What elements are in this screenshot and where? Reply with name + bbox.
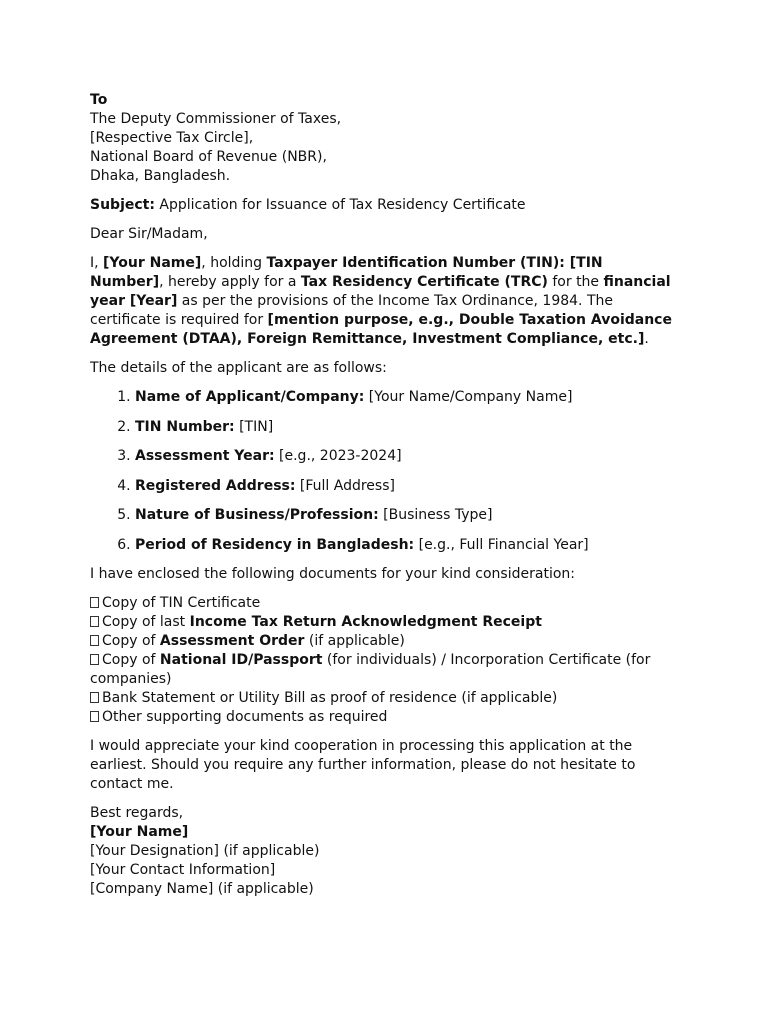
checkbox-icon — [90, 635, 99, 646]
document-text: Other supporting documents as required — [102, 708, 388, 725]
recipient-line-2: [Respective Tax Circle], — [90, 130, 254, 146]
checkbox-icon — [90, 692, 99, 703]
list-item — [135, 388, 680, 407]
detail-label: Period of Residency in Bangladesh: — [135, 536, 415, 553]
list-item — [135, 477, 680, 496]
intro-bold-trc: Tax Residency Certificate (TRC) — [300, 274, 548, 290]
signature-block — [90, 804, 680, 899]
intro-text-6: . — [644, 331, 649, 347]
document-text: Copy of — [102, 651, 160, 668]
checkbox-icon — [90, 616, 99, 627]
signature-company: [Company Name] (if applicable) — [90, 880, 314, 897]
list-item — [135, 506, 680, 525]
salutation: Dear Sir/Madam, — [90, 226, 208, 242]
signature-contact: [Your Contact Information] — [90, 861, 276, 878]
documents-list — [90, 594, 680, 727]
intro-bold-name: [Your Name] — [103, 255, 202, 271]
document-text: Copy of last — [102, 613, 190, 630]
recipient-line-4: Dhaka, Bangladesh. — [90, 168, 231, 184]
detail-value: [Your Name/Company Name] — [364, 389, 573, 405]
intro-bold-purpose: [mention purpose, e.g., Double Taxation Avoidance Agreement (DTAA), Foreign Remittance, Investment Compliance, etc.] — [90, 312, 672, 347]
detail-value: [Business Type] — [378, 507, 493, 523]
signature-name: [Your Name] — [90, 823, 189, 840]
document-item — [90, 613, 680, 632]
list-item — [135, 536, 680, 555]
document-item — [90, 632, 680, 651]
recipient-line-1: The Deputy Commissioner of Taxes, — [90, 111, 342, 127]
document-text: Bank Statement or Utility Bill as proof of residence (if applicable) — [102, 689, 558, 706]
applicant-details-list — [90, 388, 680, 555]
document-item — [90, 594, 680, 613]
list-item — [135, 447, 680, 466]
document-item — [90, 689, 680, 708]
document-bold-text: Income Tax Return Acknowledgment Receipt — [189, 613, 542, 630]
detail-label: Nature of Business/Profession: — [135, 507, 379, 523]
intro-bold-year: financial year [Year] — [90, 274, 671, 309]
detail-value: [e.g., 2023-2024] — [274, 448, 402, 464]
intro-text-4: for the — [547, 274, 604, 290]
intro-text-2: , holding — [201, 255, 267, 271]
detail-label: Name of Applicant/Company: — [135, 389, 365, 405]
regards-line: Best regards, — [90, 804, 184, 821]
subject-text: Application for Issuance of Tax Residency Certificate — [154, 197, 526, 213]
checkbox-icon — [90, 711, 99, 722]
detail-label: TIN Number: — [135, 418, 235, 435]
subject-label: Subject: — [90, 197, 155, 213]
recipient-line-3: National Board of Revenue (NBR), — [90, 149, 327, 165]
detail-label: Assessment Year: — [135, 448, 275, 464]
document-text: Copy of TIN Certificate — [102, 594, 261, 611]
intro-text-3: , hereby apply for a — [159, 274, 301, 290]
document-text: Copy of — [102, 632, 160, 649]
list-item — [135, 418, 680, 437]
detail-value: [Full Address] — [295, 477, 395, 494]
document-item — [90, 708, 680, 727]
document-text-post: (if applicable) — [304, 632, 405, 649]
document-bold-text: Assessment Order — [159, 632, 305, 649]
detail-value: [TIN] — [234, 418, 274, 435]
checkbox-icon — [90, 597, 99, 608]
documents-intro: I have enclosed the following documents for your kind consideration: — [90, 565, 575, 582]
intro-paragraph — [90, 254, 680, 349]
intro-text-5: as per the provisions of the Income Tax Ordinance, 1984. The certificate is required for — [90, 293, 613, 328]
signature-designation: [Your Designation] (if applicable) — [90, 842, 320, 859]
checkbox-icon — [90, 654, 99, 665]
detail-label: Registered Address: — [135, 477, 296, 494]
recipient-address — [90, 91, 680, 186]
to-label: To — [90, 92, 108, 108]
document-bold-text: National ID/Passport — [159, 651, 323, 668]
document-item — [90, 651, 680, 689]
document-text-post: (for individuals) / Incorporation Certificate (for companies) — [90, 651, 651, 687]
detail-value: [e.g., Full Financial Year] — [414, 536, 589, 553]
details-intro: The details of the applicant are as follows: — [90, 360, 387, 376]
subject-line — [90, 196, 680, 215]
closing-paragraph: I would appreciate your kind cooperation in processing this application at the earliest. Should you require any further information, please do not hesitate to contact me. — [90, 737, 636, 792]
intro-bold-tin: Taxpayer Identification Number (TIN): [TIN Number] — [90, 255, 603, 290]
intro-text-1: I, — [90, 255, 104, 271]
